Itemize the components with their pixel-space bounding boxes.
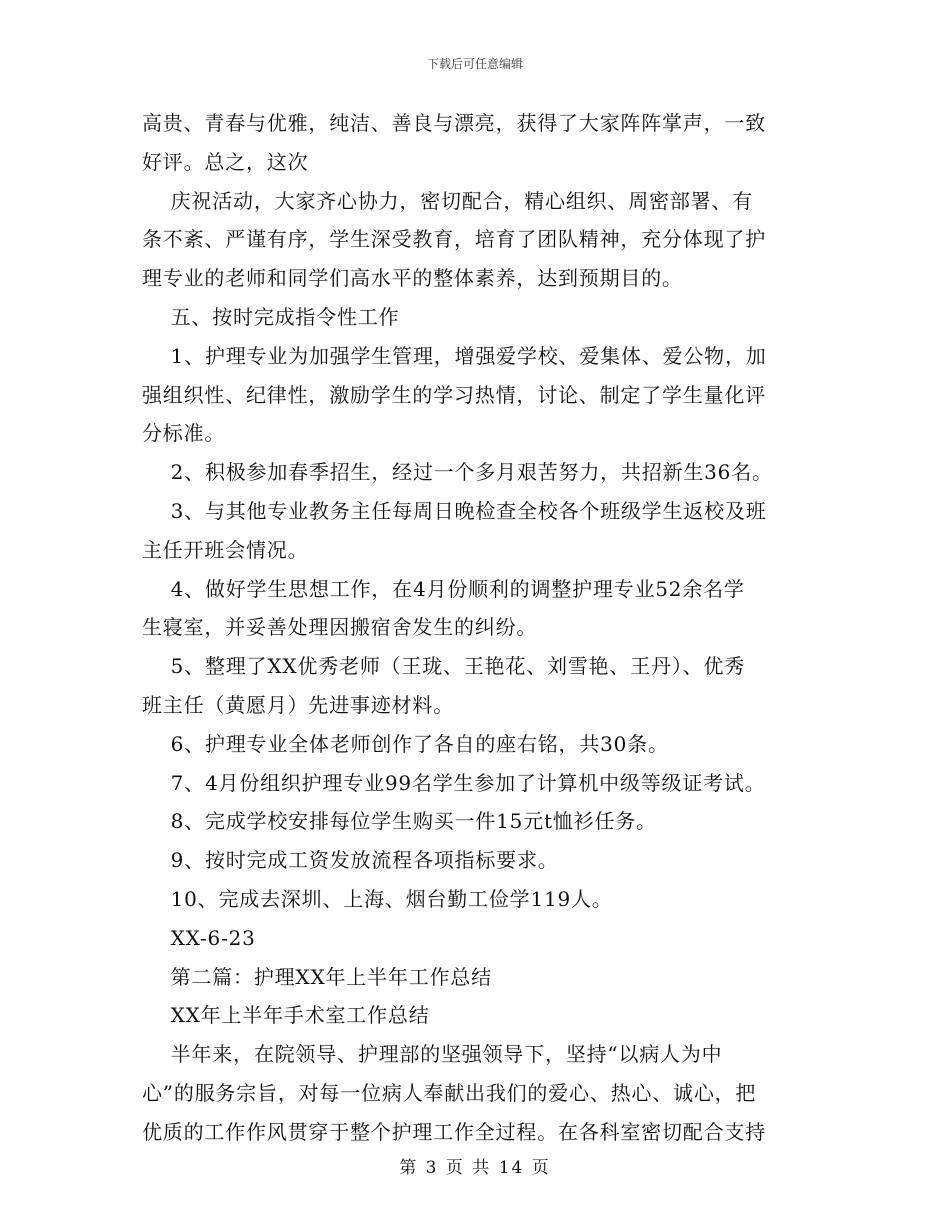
- date-line: XX-6-23: [142, 925, 256, 950]
- section-heading: XX年上半年手术室工作总结: [142, 1003, 430, 1028]
- page-header: 下载后可任意编辑: [426, 57, 523, 71]
- section-heading: 第二篇：护理XX年上半年工作总结: [142, 964, 492, 989]
- text-line: 生寝室，并妥善处理因搬宿舍发生的纠纷。: [142, 615, 538, 640]
- text-line: 半年来，在院领导、护理部的坚强领导下，坚持“以病人为中: [142, 1042, 723, 1067]
- text-line: 主任开班会情况。: [142, 537, 309, 562]
- text-line: 8、完成学校安排每位学生购买一件15元t恤衫任务。: [142, 809, 657, 834]
- text-line: 强组织性、纪律性，激励学生的学习热情，讨论、制定了学生量化评: [142, 382, 766, 407]
- text-line: 6、护理专业全体老师创作了各自的座右铭，共30条。: [142, 731, 669, 756]
- text-line: 分标准。: [142, 421, 226, 446]
- text-line: 9、按时完成工资发放流程各项指标要求。: [142, 848, 559, 873]
- page-footer: 第 3 页 共 14 页: [399, 1158, 551, 1178]
- text-line: 4、做好学生思想工作，在4月份顺利的调整护理专业52余名学: [142, 576, 745, 601]
- text-line: 班主任（黄愿月）先进事迹材料。: [142, 692, 454, 717]
- section-heading: 五、按时完成指令性工作: [142, 304, 400, 329]
- text-line: 庆祝活动，大家齐心协力，密切配合，精心组织、周密部署、有: [142, 188, 754, 213]
- text-line: 高贵、青春与优雅，纯洁、善良与漂亮，获得了大家阵阵掌声，一致: [142, 111, 766, 135]
- text-line: 2、积极参加春季招生，经过一个多月艰苦努力，共招新生36名。: [142, 460, 773, 485]
- text-line: 5、整理了XX优秀老师（王珑、王艳花、刘雪艳、王丹）、优秀: [142, 654, 746, 679]
- text-line: 条不紊、严谨有序，学生深受教育，培育了团队精神，充分体现了护: [142, 227, 766, 252]
- text-line: 7、4月份组织护理专业99名学生参加了计算机中级等级证考试。: [142, 770, 766, 795]
- text-line: 1、护理专业为加强学生管理，增强爱学校、爱集体、爱公物，加: [142, 343, 767, 368]
- document-body: [142, 104, 812, 1152]
- text-line: 理专业的老师和同学们高水平的整体素养，达到预期目的。: [142, 266, 683, 291]
- text-line: 3、与其他专业教务主任每周日晚检查全校各个班级学生返校及班: [142, 498, 767, 523]
- text-line: 好评。总之，这次: [142, 149, 309, 174]
- text-line: 心”的服务宗旨，对每一位病人奉献出我们的爱心、热心、诚心，把: [142, 1080, 757, 1105]
- text-line: 10、完成去深圳、上海、烟台勤工俭学119人。: [142, 886, 613, 911]
- text-line: 优质的工作作风贯穿于整个护理工作全过程。在各科室密切配合支持: [142, 1119, 766, 1144]
